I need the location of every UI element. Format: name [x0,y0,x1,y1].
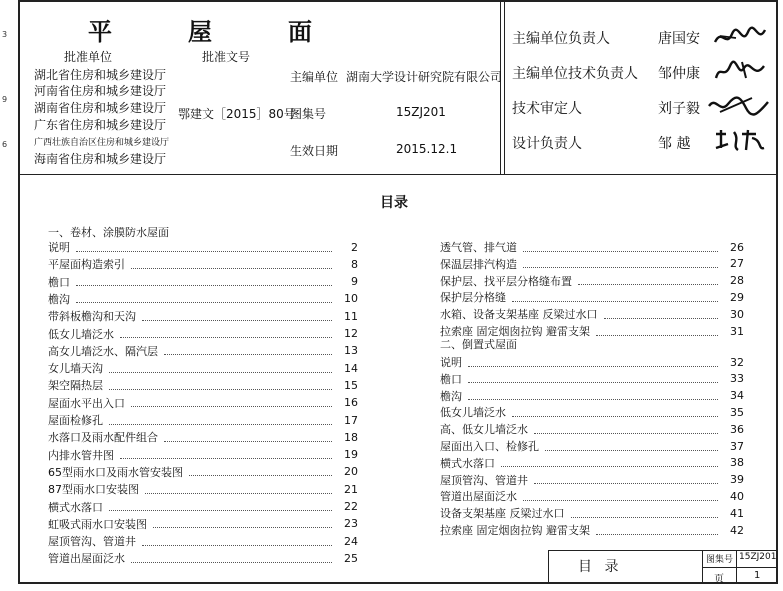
toc-entry-page: 25 [344,551,358,565]
toc-entry-page: 33 [730,372,744,386]
toc-entry[interactable] [48,274,358,290]
footer-atlas-no: 15ZJ201 [739,552,777,562]
toc-entry[interactable] [440,522,744,538]
footer-page-label: 页 [714,574,724,585]
title-char: 面 [288,18,314,46]
toc-entry-page: 38 [730,456,744,470]
toc-entry-label: 高女儿墙泛水、隔汽层 [48,344,158,358]
approval-doc-label: 批准文号 [202,50,251,64]
toc-leader-dots [571,509,719,518]
signature-image [712,126,768,159]
toc-entry-page: 23 [344,517,358,531]
signature-image [706,92,770,123]
toc-leader-dots [153,519,332,528]
toc-entry-page: 16 [344,396,358,410]
toc-entry-label: 设备支架基座 反梁过水口 [440,507,565,521]
binding-mark: 9 [2,95,8,104]
approval-unit: 广东省住房和城乡建设厅 [34,118,167,132]
approval-doc: 鄂建文［2015］80号 [178,107,296,121]
toc-entry-label: 水箱、设备支架基座 反梁过水口 [440,308,598,322]
toc-leader-dots [545,442,718,451]
toc-leader-dots [164,346,332,355]
toc-entry-page: 26 [730,240,744,254]
toc-leader-dots [468,374,718,383]
toc-leader-dots [578,276,718,285]
toc-entry[interactable] [48,377,358,393]
toc-leader-dots [512,408,718,417]
toc-entry-label: 檐沟 [48,292,70,306]
toc-entry-label: 保温层排汽构造 [440,257,517,271]
toc-entry[interactable] [440,371,744,387]
toc-entry-label: 横式水落口 [48,500,103,514]
role-label: 主编单位负责人 [512,31,610,47]
drawing-sheet [18,0,778,584]
toc-entry-label: 檐口 [48,275,70,289]
toc-entry[interactable] [440,404,744,420]
footer-title: 目 录 [578,559,623,575]
toc-entry[interactable] [48,412,358,428]
effective-date: 2015.12.1 [396,142,458,156]
toc-entry-label: 说明 [48,241,70,254]
toc-entry[interactable] [48,343,358,359]
toc-leader-dots [76,277,332,286]
toc-leader-dots [109,364,332,373]
editor-unit: 湖南大学设计研究院有限公司 [346,70,503,84]
toc-entry[interactable] [440,273,744,289]
approval-unit: 海南省住房和城乡建设厅 [34,152,167,166]
toc-leader-dots [189,467,332,476]
toc-entry-label: 水落口及雨水配件组合 [48,431,158,445]
atlas-no-label: 图集号 [290,107,327,121]
toc-entry-label: 虹吸式雨水口安装图 [48,517,147,531]
toc-entry-label: 屋顶管沟、管道井 [48,535,136,549]
section-title: 二、倒置式屋面 [440,338,517,351]
toc-entry[interactable] [48,239,358,255]
toc-entry-page: 29 [730,290,744,304]
toc-entry-page: 24 [344,534,358,548]
role-label: 主编单位技术负责人 [512,66,638,82]
toc-entry-label: 女儿墙天沟 [48,362,103,376]
toc-entry-label: 低女儿墙泛水 [48,327,114,341]
atlas-no: 15ZJ201 [396,105,446,119]
toc-leader-dots [164,433,332,442]
toc-entry[interactable] [440,421,744,437]
toc-entry-label: 高、低女儿墙泛水 [440,423,528,437]
toc-entry[interactable] [440,488,744,504]
toc-leader-dots [534,475,718,484]
binding-mark: 6 [2,140,8,149]
approval-unit: 河南省住房和城乡建设厅 [34,84,167,98]
toc-leader-dots [109,416,332,425]
toc-entry-page: 40 [730,489,744,503]
toc-entry-page: 22 [344,500,358,513]
toc-entry-label: 保护层、找平层分格缝布置 [440,274,572,288]
binding-mark: 3 [2,30,8,39]
approval-unit: 湖北省住房和城乡建设厅 [34,68,167,82]
toc-entry-page: 19 [344,448,358,462]
toc-entry-label: 低女儿墙泛水 [440,406,506,420]
toc-entry[interactable] [440,472,744,488]
toc-entry[interactable] [48,516,358,532]
approval-unit-label: 批准单位 [64,50,113,64]
toc-leader-dots [142,537,332,546]
title-char: 屋 [188,18,214,46]
toc-leader-dots [523,259,718,268]
toc-leader-dots [501,458,718,467]
toc-heading: 目录 [380,195,408,211]
toc-entry-label: 说明 [440,356,462,369]
toc-leader-dots [120,450,332,459]
toc-entry-page: 39 [730,473,744,487]
toc-leader-dots [120,329,332,338]
toc-leader-dots [596,327,718,336]
toc-entry[interactable] [440,323,744,339]
toc-leader-dots [76,294,332,303]
toc-leader-dots [512,293,718,302]
toc-entry-page: 37 [730,439,744,453]
toc-entry-page: 27 [730,257,744,271]
toc-entry-page: 14 [344,361,358,375]
toc-leader-dots [468,391,718,400]
toc-entry-label: 架空隔热层 [48,379,103,393]
toc-entry[interactable] [48,429,358,445]
toc-entry-label: 管道出屋面泛水 [440,490,517,504]
toc-leader-dots [534,425,718,434]
person-name: 邹 越 [658,136,691,152]
footer-atlas-label: 图集号 [706,555,734,565]
toc-entry[interactable] [48,481,358,497]
toc-entry-label: 65型雨水口及雨水管安装图 [48,465,183,479]
toc-entry-page: 9 [351,275,358,289]
toc-entry-page: 41 [730,506,744,520]
toc-entry-label: 屋面出入口、检修孔 [440,440,539,453]
toc-entry-label: 檐口 [440,372,462,386]
toc-entry-label: 内排水管井图 [48,448,114,462]
toc-entry[interactable] [440,239,744,255]
toc-entry-page: 34 [730,389,744,403]
toc-leader-dots [109,381,332,390]
toc-leader-dots [523,243,718,252]
toc-leader-dots [142,312,332,321]
toc-entry-label: 屋顶管沟、管道井 [440,473,528,487]
toc-entry-page: 31 [730,324,744,338]
toc-entry[interactable] [440,354,744,370]
toc-entry[interactable] [440,388,744,404]
toc-entry[interactable] [48,499,358,515]
toc-entry-label: 管道出屋面泛水 [48,552,125,566]
toc-entry[interactable] [48,291,358,307]
toc-entry-page: 12 [344,327,358,340]
toc-entry[interactable] [48,464,358,480]
toc-entry-label: 拉索座 固定烟囱拉钩 避雷支架 [440,524,590,537]
toc-entry-page: 35 [730,405,744,419]
role-label: 设计负责人 [512,136,582,152]
toc-leader-dots [145,485,332,494]
toc-entry[interactable] [48,533,358,549]
person-name: 邹仲康 [658,66,700,82]
section-title: 一、卷材、涂膜防水屋面 [48,226,169,239]
toc-leader-dots [131,554,332,563]
toc-entry-label: 平屋面构造索引 [48,258,125,272]
toc-leader-dots [109,502,332,511]
toc-entry[interactable] [440,256,744,272]
toc-leader-dots [76,243,332,252]
toc-entry-label: 透气管、排气道 [440,241,517,254]
toc-entry-label: 檐沟 [440,389,462,403]
toc-leader-dots [523,492,718,501]
footer-page-no: 1 [754,570,761,581]
toc-entry-page: 11 [344,309,358,323]
toc-entry-page: 30 [730,307,744,321]
toc-leader-dots [468,358,718,367]
editor-unit-label: 主编单位 [290,70,339,84]
person-name: 唐国安 [658,31,700,47]
toc-entry[interactable] [48,308,358,324]
toc-entry[interactable] [440,455,744,471]
toc-entry[interactable] [440,438,744,454]
toc-entry-label: 保护层分格缝 [440,291,506,305]
toc-leader-dots [131,398,332,407]
toc-entry-label: 87型雨水口安装图 [48,483,139,497]
toc-entry[interactable] [48,447,358,463]
toc-entry-label: 屋面水平出入口 [48,396,125,410]
toc-entry-page: 10 [344,292,358,306]
toc-entry-page: 32 [730,355,744,369]
approval-unit: 广西壮族自治区住房和城乡建设厅 [34,138,170,148]
toc-entry-label: 拉索座 固定烟囱拉钩 避雷支架 [440,325,590,338]
toc-entry[interactable] [440,306,744,322]
toc-entry-page: 28 [730,274,744,288]
toc-entry-page: 21 [344,482,358,496]
toc-entry-page: 8 [351,257,358,271]
toc-entry-page: 13 [344,344,358,358]
toc-leader-dots [596,526,718,535]
toc-entry-page: 18 [344,430,358,444]
toc-leader-dots [604,310,719,319]
toc-entry[interactable] [440,289,744,305]
toc-entry-page: 36 [730,422,744,436]
toc-entry[interactable] [48,395,358,411]
title-char: 平 [88,18,114,46]
toc-entry[interactable] [48,550,358,566]
signature-image [712,24,768,55]
toc-entry[interactable] [440,505,744,521]
role-label: 技术审定人 [512,101,582,117]
toc-entry[interactable] [48,326,358,342]
signature-image [712,58,768,89]
toc-entry-page: 20 [344,465,358,479]
toc-entry-page: 42 [730,523,744,537]
effective-label: 生效日期 [290,144,339,158]
toc-entry-label: 屋面检修孔 [48,414,103,427]
toc-entry[interactable] [48,256,358,272]
toc-entry-page: 17 [344,413,358,427]
approval-unit: 湖南省住房和城乡建设厅 [34,101,167,115]
toc-entry-page: 2 [351,240,358,254]
person-name: 刘子毅 [658,101,700,117]
toc-entry-page: 15 [344,378,358,392]
toc-entry-label: 带斜板檐沟和天沟 [48,310,136,324]
toc-entry[interactable] [48,360,358,376]
toc-leader-dots [131,260,332,269]
toc-entry-label: 横式水落口 [440,456,495,470]
